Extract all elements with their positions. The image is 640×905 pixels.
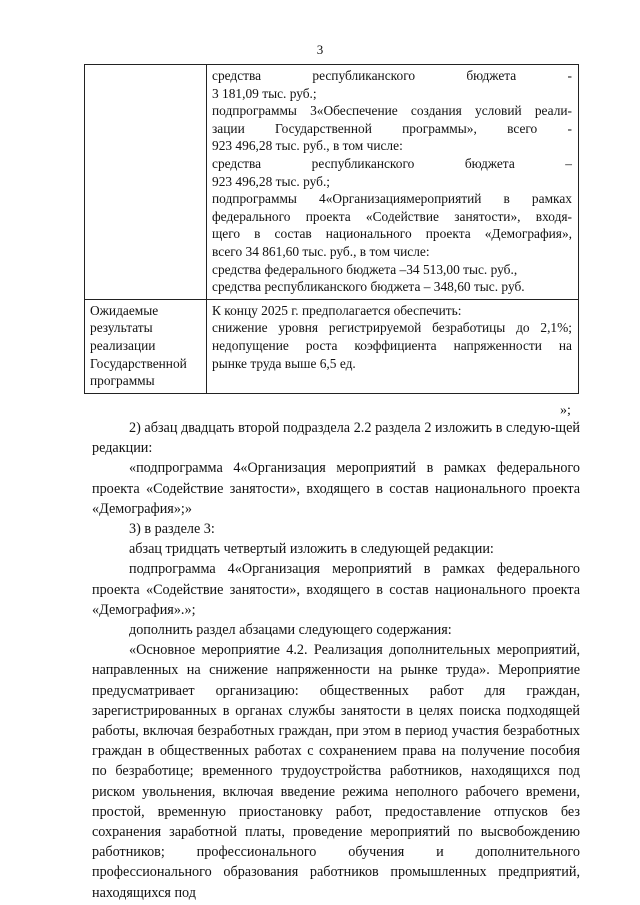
quote-closing-mark: »; [560,403,571,418]
funding-line: средства республиканского бюджета – 348,60 тыс. руб. [212,279,525,295]
paragraph: дополнить раздел абзацами следующего содержания: [129,622,452,639]
results-line: недопущение роста коэффициента напряженности на [212,337,572,353]
label-line: результаты [90,320,153,336]
funding-line: щего в состав национального проекта «Демография», [212,226,572,242]
funding-line: федерального проекта «Содействие занятости», входя- [212,208,572,224]
funding-line: всего 34 861,60 тыс. руб., в том числе: [212,243,430,259]
results-line: рынке труда выше 6,5 ед. [212,355,356,371]
page-number: 3 [316,42,324,57]
table-cell-label-empty [85,65,207,300]
funding-line: зации Государственной программы», всего - [212,120,572,136]
funding-line: 923 496,28 тыс. руб.; [212,173,331,189]
label-line: программы [90,373,155,389]
paragraph: абзац тридцать четвертый изложить в следующей редакции: [129,541,494,558]
table-row [85,65,579,300]
label-line: реализации [90,337,156,353]
table-cell-funding [207,65,579,300]
table-cell-expected-results [207,299,579,393]
paragraph: «Основное мероприятие 4.2. Реализация дополнительных мероприятий, направленных на снижение напряженности на рынке труда». Мероприятие предусматривает организацию: общественных работ для граждан, зарегистрированных в органах службы занятости в целях поиска подходящей работы, включая безработных граждан, при этом в период участия безработных граждан в общественных работах с сохранением права на получение пособия по безработице; временного трудоустройства работников, находящихся под риском увольнения, включая введение режима неполного рабочего времени, простой, временную приостановку работ, предоставление отпусков без сохранения заработной платы, проведение мероприятий по высвобождению работников; профессионального обучения и дополнительного профессионального образования работников промышленных предприятий, находящихся под [92,642,580,901]
results-line: снижение уровня регистрируемой безработицы до 2,1%; [212,320,572,336]
paragraph: 3) в разделе 3: [129,521,215,538]
label-line: Государственной [90,355,187,371]
funding-line: средства республиканского бюджета - [212,68,572,83]
funding-line: средства федерального бюджета –34 513,00 тыс. руб., [212,261,518,277]
funding-line: подпрограммы 3«Обеспечение создания условий реали- [212,103,572,119]
funding-line: подпрограммы 4«Организациямероприятий в рамках [212,191,572,207]
paragraph: «подпрограмма 4«Организация мероприятий в рамках федерального проекта «Содействие занятости», входящего в состав национального проекта «Демография»;» [92,460,580,517]
funding-line: средства республиканского бюджета – [212,155,572,171]
table-row [85,299,579,393]
label-line: Ожидаемые [90,302,159,318]
paragraph: подпрограмма 4«Организация мероприятий в рамках федерального проекта «Содействие занятости», входящего в состав национального проекта «Демография».»; [92,561,580,618]
paragraph: 2) абзац двадцать второй подраздела 2.2 раздела 2 изложить в следую-щей редакции: [92,420,580,457]
funding-line: 923 496,28 тыс. руб., в том числе: [212,138,403,154]
funding-line: 3 181,09 тыс. руб.; [212,85,317,101]
document-body [92,418,580,903]
program-passport-table [84,64,579,394]
table-cell-expected-results-label [85,299,207,393]
results-line: К концу 2025 г. предполагается обеспечить: [212,302,462,318]
